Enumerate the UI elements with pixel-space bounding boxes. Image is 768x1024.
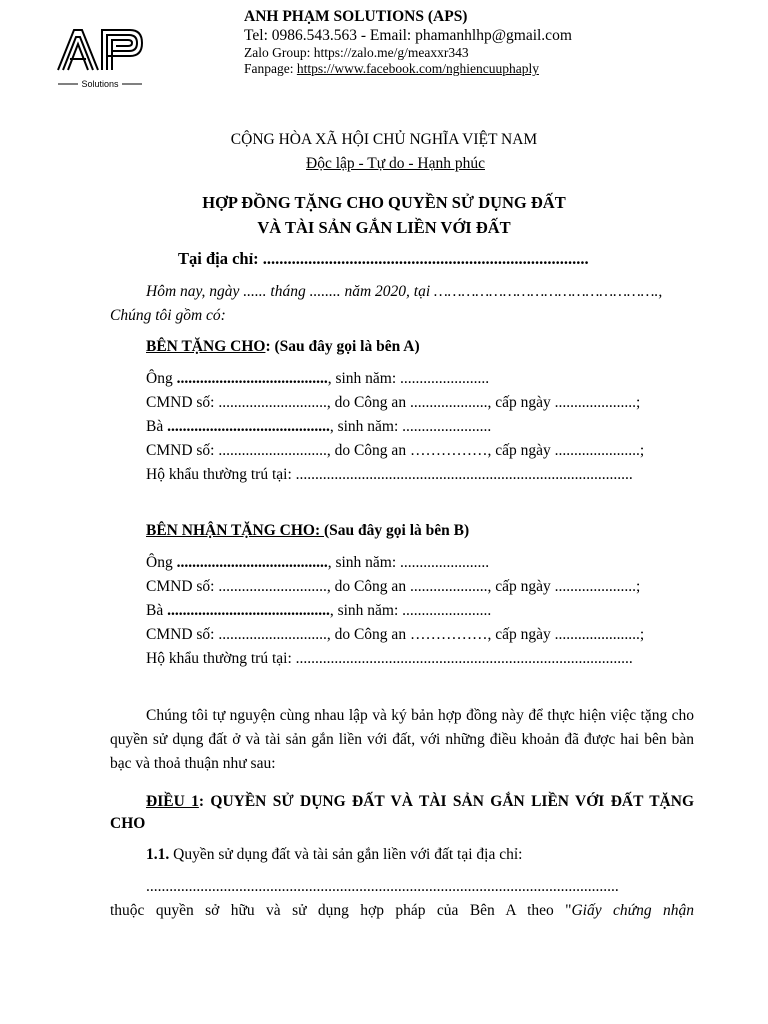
mr-name-blank: ....................................... — [176, 370, 328, 387]
party-a-heading-label: BÊN TẶNG CHO — [146, 338, 266, 355]
party-b-mrs-row — [146, 602, 491, 620]
party-a-residence-row: Hộ khẩu thường trú tại: ....................................................................................... — [146, 466, 633, 483]
ownership-line — [110, 902, 694, 920]
document-title-line2: VÀ TÀI SẢN GẮN LIỀN VỚI ĐẤT — [257, 218, 511, 237]
nation-heading: CỘNG HÒA XÃ HỘI CHỦ NGHĨA VIỆT NAM — [230, 131, 538, 148]
fanpage-label: Fanpage: — [244, 61, 297, 76]
mr-label: Ông — [146, 370, 177, 387]
ownership-line-text: thuộc quyền sở hữu và sử dụng hợp pháp của Bên A theo " — [110, 902, 572, 919]
mrs-birth-year: , sinh năm: ....................... — [329, 418, 492, 435]
document-title-line1: HỢP ĐỒNG TẶNG CHO QUYỀN SỬ DỤNG ĐẤT — [202, 193, 566, 212]
fanpage-link[interactable]: https://www.facebook.com/nghiencuuphaply — [296, 61, 539, 76]
date-line: Hôm nay, ngày ...... tháng ........ năm 2020, tại …………………………………………., — [146, 283, 663, 300]
mr-birth-year: , sinh năm: ....................... — [327, 370, 490, 387]
party-a-heading — [146, 338, 420, 356]
mrs-label: Bà — [146, 602, 168, 619]
party-b-mr-row — [146, 554, 489, 572]
mr-birth-year: , sinh năm: ....................... — [327, 554, 490, 571]
party-b-heading — [146, 522, 469, 540]
article-1-label: ĐIỀU 1 — [146, 793, 199, 810]
parties-line: Chúng tôi gồm có: — [110, 307, 226, 324]
company-logo — [52, 24, 148, 96]
company-contact: Tel: 0986.543.563 - Email: phamanhlhp@gmail.com — [244, 27, 572, 44]
party-b-residence-row: Hộ khẩu thường trú tại: ....................................................................................... — [146, 650, 633, 667]
mrs-name-blank: .......................................... — [167, 602, 330, 619]
mrs-name-blank: .......................................... — [167, 418, 330, 435]
company-name: ANH PHẠM SOLUTIONS (APS) — [244, 8, 468, 25]
clause-1-1-address-blank: .......................................................................................................................... — [146, 878, 619, 895]
party-b-mr-id-row: CMND số: ............................, do Công an ...................., cấp ngày .....................; — [146, 578, 641, 595]
national-motto: Độc lập - Tự do - Hạnh phúc — [306, 155, 485, 172]
clause-1-1-number: 1.1. — [146, 846, 170, 863]
article-1-title: : QUYỀN SỬ DỤNG ĐẤT VÀ TÀI SẢN GẮN LIỀN VỚI ĐẤT TẶNG CHO — [110, 793, 695, 832]
party-a-heading-note: : (Sau đây gọi là bên A) — [265, 338, 420, 355]
mr-name-blank: ....................................... — [176, 554, 328, 571]
party-b-heading-note: (Sau đây gọi là bên B) — [323, 522, 470, 539]
party-b-mrs-id-row: CMND số: ............................, do Công an ……………, cấp ngày ......................; — [146, 626, 645, 643]
party-a-mr-id-row: CMND số: ............................, do Công an ...................., cấp ngày .....................; — [146, 394, 641, 411]
party-a-mrs-id-row: CMND số: ............................, do Công an ……………, cấp ngày ......................; — [146, 442, 645, 459]
aps-logo-icon — [52, 24, 148, 96]
party-a-mr-row — [146, 370, 489, 388]
logo-caption: Solutions — [81, 79, 119, 89]
clause-1-1-text: Quyền sử dụng đất và tài sản gắn liền với đất tại địa chỉ: — [169, 846, 523, 863]
mr-label: Ông — [146, 554, 177, 571]
party-b-heading-label: BÊN NHẬN TẶNG CHO: — [146, 522, 324, 539]
article-1-heading — [110, 791, 694, 835]
ownership-line-certificate: Giấy chứng nhận — [571, 902, 694, 919]
party-a-mrs-row — [146, 418, 491, 436]
mrs-birth-year: , sinh năm: ....................... — [329, 602, 492, 619]
mrs-label: Bà — [146, 418, 168, 435]
company-zalo: Zalo Group: https://zalo.me/g/meaxxr343 — [244, 45, 469, 60]
agreement-paragraph: Chúng tôi tự nguyện cùng nhau lập và ký bản hợp đồng này để thực hiện việc tặng cho quyền sử dụng đất ở và tài sản gắn liền với đất, với những điều khoản đã được hai bên bàn bạc và thoả thuận như sau: — [110, 707, 694, 772]
clause-1-1 — [146, 846, 522, 864]
contract-address: Tại địa chỉ: ............................................................................... — [178, 249, 589, 268]
company-fanpage — [244, 61, 539, 77]
